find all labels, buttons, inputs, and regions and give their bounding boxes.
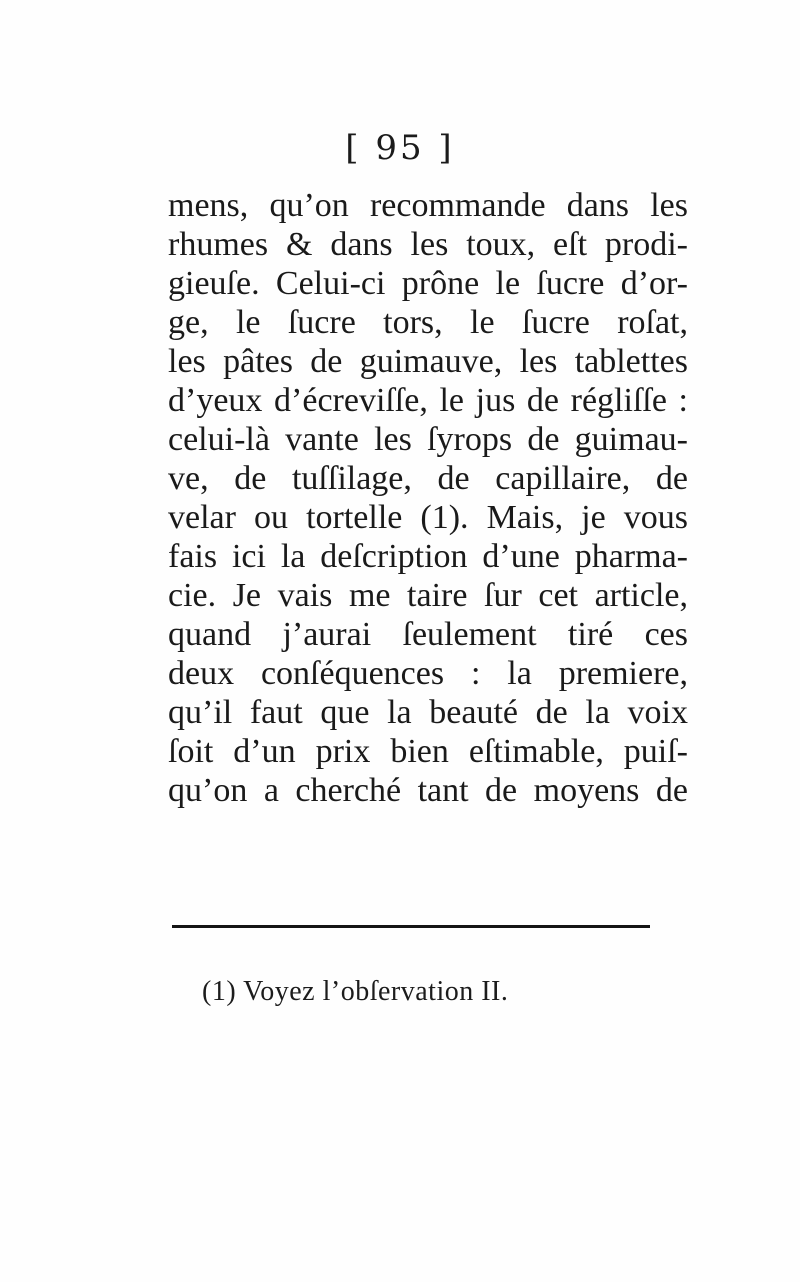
text-line: mens, qu’on recommande dans les [168,187,688,224]
text-line: qu’il faut que la beauté de la voix [168,694,688,731]
footnote-divider [172,925,650,928]
text-line: velar ou tortelle (1). Mais, je vous [168,499,688,536]
text-line: rhumes & dans les toux, eſt prodi- [168,226,688,263]
text-line: les pâtes de guimauve, les tablettes [168,343,688,380]
text-line: celui-là vante les ſyrops de guimau- [168,421,688,458]
text-line: ſoit d’un prix bien eſtimable, puiſ- [168,733,688,770]
text-line: fais ici la deſcription d’une pharma- [168,538,688,575]
footnote: (1) Voyez l’obſervation II. [202,976,509,1007]
text-line: gieuſe. Celui-ci prône le ſucre d’or- [168,265,688,302]
text-line: qu’on a cherché tant de moyens de [168,772,688,809]
text-line: ve, de tuſſilage, de capillaire, de [168,460,688,497]
text-line: ge, le ſucre tors, le ſucre roſat, [168,304,688,341]
page-number: [ 95 ] [345,128,455,168]
text-line: deux conſéquences : la premiere, [168,655,688,692]
text-line: cie. Je vais me taire ſur cet article, [168,577,688,614]
text-line: quand j’aurai ſeulement tiré ces [168,616,688,653]
text-line: d’yeux d’écreviſſe, le jus de régliſſe : [168,382,688,419]
body-text [168,186,688,810]
